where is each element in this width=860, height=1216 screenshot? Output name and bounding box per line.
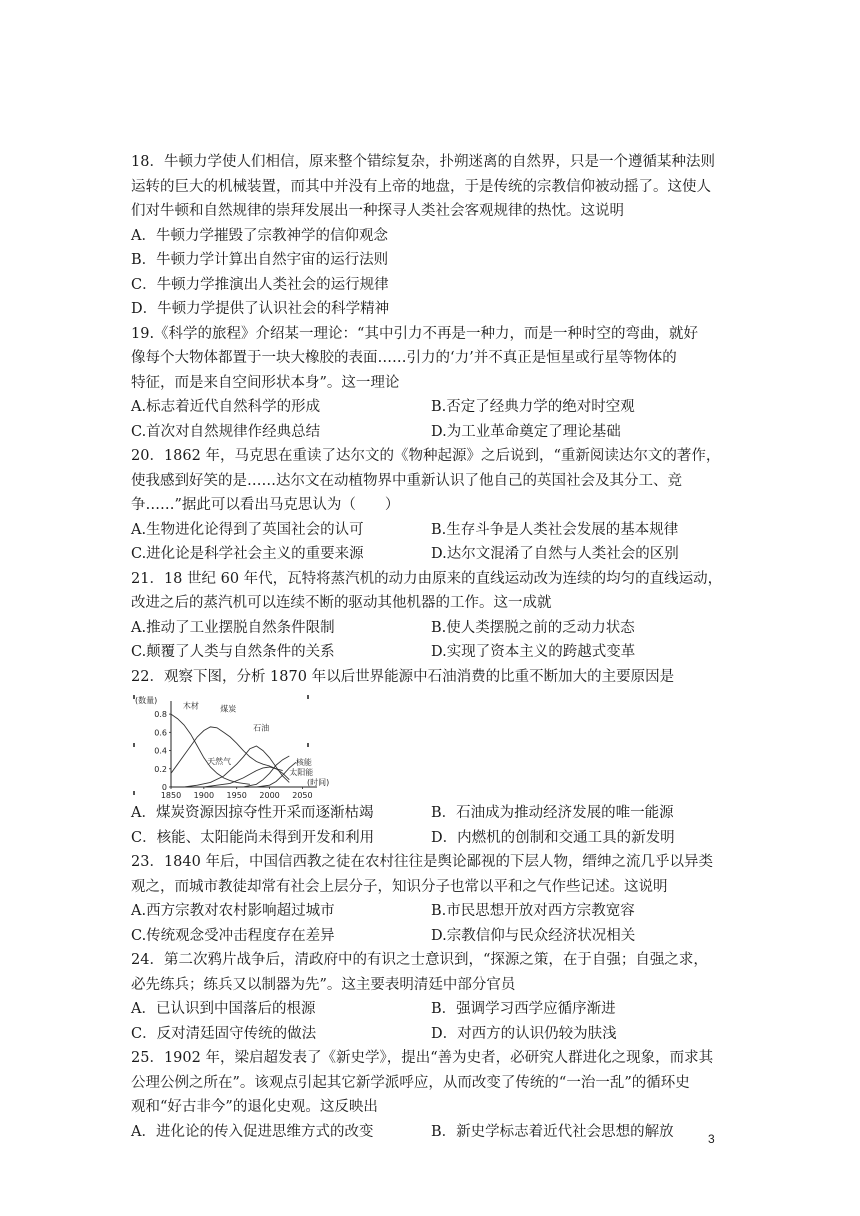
series-label-4: 天然气 (207, 757, 232, 767)
question-20-option-a: A.生物进化论得到了英国社会的认可 (131, 521, 364, 538)
question-18-option-d: D．牛顿力学提供了认识社会的科学精神 (131, 301, 390, 317)
y-tick-label: 0.8 (154, 710, 167, 720)
x-tick-label: 1850 (160, 791, 182, 800)
question-21-options-row-1 (131, 616, 731, 641)
question-19-line-3: 特征，而是来自空间形状本身”。这一理论 (131, 374, 400, 391)
question-25-option-b: B．新史学标志着近代社会思想的解放 (431, 1123, 674, 1140)
question-25-options-row-1 (131, 1120, 731, 1145)
question-24 (131, 948, 731, 1046)
x-tick-label: 1950 (226, 791, 247, 800)
question-22-option-a: A．煤炭资源因掠夺性开采而逐渐枯竭 (131, 805, 374, 821)
question-20-option-b: B.生存斗争是人类社会发展的基本规律 (431, 521, 679, 538)
question-24-line-2: 必先练兵；练兵又以制器为先”。这主要表明清廷中部分官员 (131, 976, 516, 993)
series-line-2 (171, 727, 283, 773)
series-label-2: 煤炭 (220, 704, 237, 714)
question-21-option-a: A.推动了工业摆脱自然条件限制 (131, 619, 335, 636)
question-20-option-c: C.进化论是科学社会主义的重要来源 (131, 546, 364, 562)
question-18-line-2: 运转的巨大的机械装置，而其中并没有上帝的地盘，于是传统的宗教信仰被动摇了。这使人 (131, 178, 711, 195)
question-21-option-b: B.使人类摆脱之前的乏动力状态 (431, 619, 635, 636)
series-label-5: 核能 (295, 758, 312, 768)
question-25 (131, 1046, 731, 1144)
crop-mark (307, 695, 309, 699)
series-label-3: 石油 (253, 723, 270, 733)
x-axis-label: (时间) (307, 778, 330, 787)
question-25-line-1: 25．1902 年，梁启超发表了《新史学》，提出“善为史者，必研究人群进化之现象，而求其 (131, 1050, 714, 1066)
question-20-line-3: 争……”据此可以看出马克思认为（ ） (131, 497, 400, 513)
x-tick-label: 1900 (193, 791, 215, 800)
question-20-line-1: 20．1862 年，马克思在重读了达尔文的《物种起源》之后说到，“重新阅读达尔文的著作， (131, 448, 721, 464)
question-18-line-1: 18．牛顿力学使人们相信，原来整个错综复杂，扑朔迷离的自然界，只是一个遵循某种法则 (131, 154, 715, 170)
question-19-option-a: A.标志着近代自然科学的形成 (131, 399, 321, 415)
question-20-line-2: 使我感到好笑的是……达尔文在动植物界中重新认识了他自己的英国社会及其分工、竞 (131, 472, 682, 489)
question-25-option-a: A．进化论的传入促进思维方式的改变 (131, 1123, 374, 1140)
question-22-option-b: B．石油成为推动经济发展的唯一能源 (431, 805, 674, 821)
question-23-option-a: A.西方宗教对农村影响超过城市 (131, 903, 335, 919)
question-22-line-1: 22．观察下图，分析 1870 年以后世界能源中石油消费的比重不断加大的主要原因是 (131, 668, 675, 685)
page-number: 3 (708, 1132, 715, 1146)
question-22 (131, 665, 731, 851)
question-24-option-d: D．对西方的认识仍较为肤浅 (431, 1025, 617, 1042)
question-23-options-row-2 (131, 924, 731, 949)
question-22-options-row-2 (131, 826, 731, 851)
y-tick-label: 0.2 (154, 764, 167, 774)
question-23-options-row-1 (131, 899, 731, 924)
y-tick-label: 0 (161, 783, 167, 792)
energy-chart (131, 693, 351, 801)
y-tick-label: 0.6 (154, 728, 167, 738)
question-24-option-b: B．强调学习西学应循序渐进 (431, 1001, 616, 1017)
question-21-line-1: 21．18 世纪 60 年代，瓦特将蒸汽机的动力由原来的直线运动改为连续的均匀的直线运动， (131, 570, 723, 587)
question-25-line-3: 观和“好古非今”的退化史观。这反映出 (131, 1099, 378, 1115)
series-line-1 (171, 714, 250, 784)
question-23 (131, 850, 731, 948)
page-content (131, 150, 731, 1144)
question-20-option-d: D.达尔文混淆了自然与人类社会的区别 (431, 546, 679, 562)
series-label-1: 木材 (182, 701, 199, 711)
question-23-option-d: D.宗教信仰与民众经济状况相关 (431, 927, 636, 944)
question-22-option-c: C．核能、太阳能尚未得到开发和利用 (131, 829, 375, 846)
question-19-line-1: 19.《科学的旅程》介绍某一理论：“其中引力不再是一种力，而是一种时空的弯曲，就好 (131, 325, 698, 342)
series-line-5 (243, 756, 289, 787)
energy-chart-figure (131, 689, 731, 801)
question-20-options-row-2 (131, 542, 731, 567)
question-19-option-d: D.为工业革命奠定了理论基础 (431, 423, 621, 440)
question-23-option-c: C.传统观念受冲击程度存在差异 (131, 927, 335, 944)
question-24-option-c: C．反对清廷固守传统的做法 (131, 1025, 317, 1042)
question-19-line-2: 像每个大物体都置于一块大橡胶的表面……引力的‘力’并不真正是恒星或行星等物体的 (131, 350, 677, 366)
question-24-option-a: A．已认识到中国落后的根源 (131, 1001, 316, 1017)
crop-mark (133, 743, 135, 747)
question-20 (131, 444, 731, 567)
question-21 (131, 567, 731, 665)
crop-mark (307, 743, 309, 747)
question-18 (131, 150, 731, 322)
crop-mark (133, 791, 135, 795)
question-19-option-c: C.首次对自然规律作经典总结 (131, 423, 321, 440)
question-21-option-c: C.颠覆了人类与自然条件的关系 (131, 644, 335, 660)
question-23-line-1: 23．1840 年后，中国信西教之徒在农村往往是舆论鄙视的下层人物，缙绅之流几乎以异类 (131, 854, 713, 870)
question-24-line-1: 24．第二次鸦片战争后，清政府中的有识之士意识到，“探源之策，在于自强；自强之求， (131, 952, 708, 968)
question-18-option-a: A．牛顿力学摧毁了宗教神学的信仰观念 (131, 227, 388, 244)
question-24-options-row-2 (131, 1022, 731, 1047)
question-18-option-c: C．牛顿力学推演出人类社会的运行规律 (131, 276, 389, 293)
question-19-option-b: B.否定了经典力学的绝对时空观 (431, 399, 635, 415)
question-21-options-row-2 (131, 640, 731, 665)
question-20-options-row-1 (131, 518, 731, 543)
question-23-option-b: B.市民思想开放对西方宗教宽容 (431, 903, 635, 919)
question-18-line-3: 们对牛顿和自然规律的崇拜发展出一种探寻人类社会客观规律的热忱。这说明 (131, 203, 624, 219)
y-axis-label: (数量) (135, 696, 158, 705)
series-label-6: 太阳能 (289, 768, 314, 778)
y-tick-label: 0.4 (154, 746, 167, 756)
x-tick-label: 2000 (259, 791, 280, 800)
question-23-line-2: 观之，而城市教徒却常有社会上层分子，知识分子也常以平和之气作些记述。这说明 (131, 878, 668, 895)
question-22-option-d: D．内燃机的创制和交通工具的新发明 (431, 829, 675, 846)
question-24-options-row-1 (131, 997, 731, 1022)
x-tick-label: 2050 (292, 791, 313, 800)
question-18-option-b: B．牛顿力学计算出自然宇宙的运行法则 (131, 252, 389, 268)
question-21-option-d: D.实现了资本主义的跨越式变革 (431, 644, 636, 660)
question-19 (131, 322, 731, 445)
question-19-options-row-1 (131, 395, 731, 420)
question-21-line-2: 改进之后的蒸汽机可以连续不断的驱动其他机器的工作。这一成就 (131, 595, 552, 611)
question-19-options-row-2 (131, 420, 731, 445)
question-25-line-2: 公理公例之所在”。该观点引起其它新学派呼应，从而改变了传统的“一治一乱”的循环史 (131, 1074, 690, 1091)
question-22-options-row-1 (131, 801, 731, 826)
